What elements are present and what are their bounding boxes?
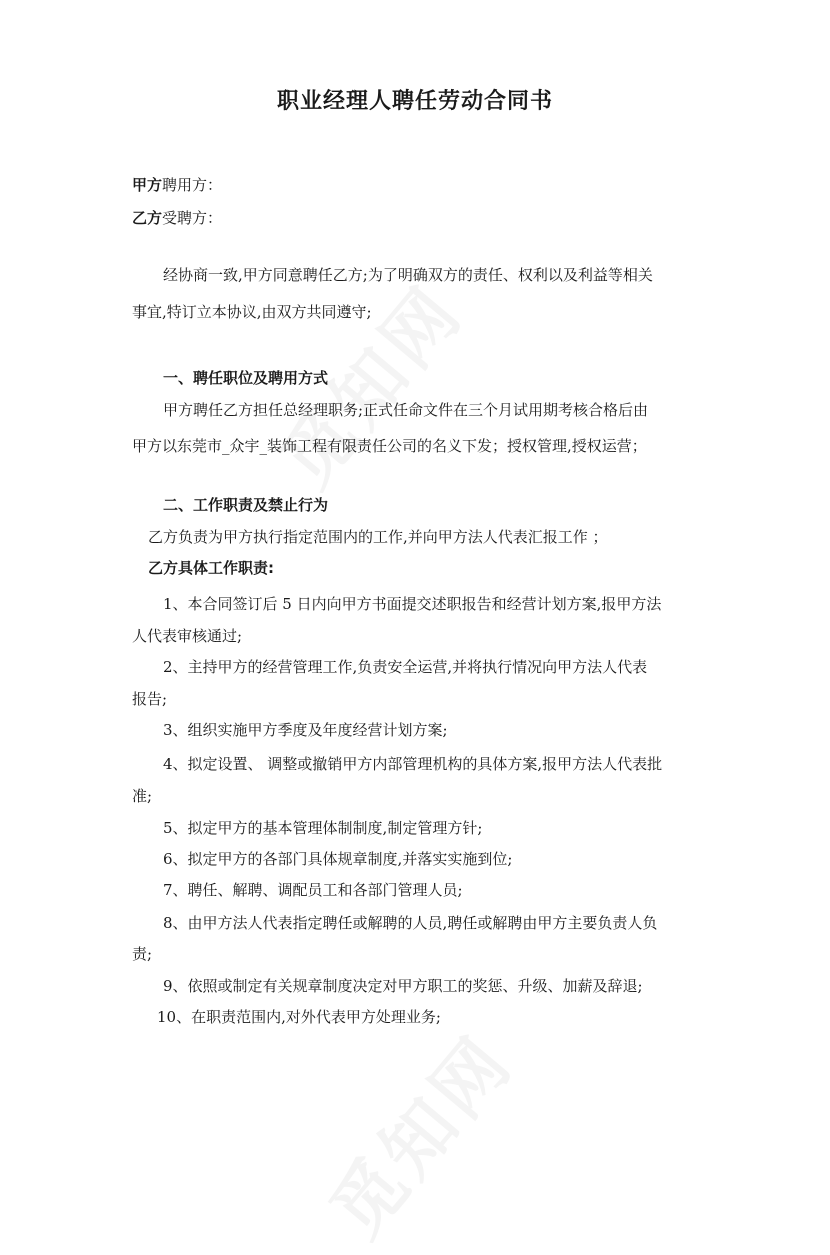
duty-item-4-line-2: 准; <box>132 787 153 805</box>
document-title: 职业经理人聘任劳动合同书 <box>276 89 553 114</box>
party-b-text: 受聘方： <box>162 209 223 227</box>
duty-item-10: 10、在职责范围内,对外代表甲方处理业务; <box>157 1008 441 1026</box>
watermark-logo <box>302 1009 532 1255</box>
duty-item-1-line-2: 人代表审核通过; <box>132 627 243 645</box>
intro-line-2: 事宜,特订立本协议,由双方共同遵守; <box>132 303 372 321</box>
party-b-line <box>132 208 222 228</box>
duty-item-9: 9、依照或制定有关规章制度决定对甲方职工的奖惩、升级、加薪及辞退; <box>163 977 643 995</box>
duty-item-5: 5、拟定甲方的基本管理体制制度,制定管理方针; <box>163 819 483 837</box>
duty-item-3: 3、组织实施甲方季度及年度经营计划方案; <box>163 721 448 739</box>
duty-item-4-line-1: 4、拟定设置、 调整或撤销甲方内部管理机构的具体方案,报甲方法人代表批 <box>163 755 663 773</box>
party-a-text: 聘用方： <box>162 176 223 194</box>
party-a-line <box>132 175 222 195</box>
section-2-heading: 二、工作职责及禁止行为 <box>163 496 329 514</box>
duty-item-2-line-1: 2、主持甲方的经营管理工作,负责安全运营,并将执行情况向甲方法人代表 <box>163 658 648 676</box>
duty-item-8-line-2: 责; <box>132 945 153 963</box>
duty-item-7: 7、聘任、解聘、调配员工和各部门管理人员; <box>163 881 463 899</box>
duty-item-1-line-1: 1、本合同签订后 5 日内向甲方书面提交述职报告和经营计划方案,报甲方法 <box>163 595 662 613</box>
intro-line-1: 经协商一致,甲方同意聘任乙方;为了明确双方的责任、权利以及利益等相关 <box>163 266 653 284</box>
section-1-heading: 一、聘任职位及聘用方式 <box>163 369 329 387</box>
section-1-line-2: 甲方以东莞市_众宇_装饰工程有限责任公司的名义下发；授权管理,授权运营； <box>132 437 647 455</box>
party-b-label: 乙方 <box>132 209 163 227</box>
duty-item-6: 6、拟定甲方的各部门具体规章制度,并落实实施到位; <box>163 850 513 868</box>
duty-item-8-line-1: 8、由甲方法人代表指定聘任或解聘的人员,聘任或解聘由甲方主要负责人负 <box>163 914 658 932</box>
section-1-line-1: 甲方聘任乙方担任总经理职务;正式任命文件在三个月试用期考核合格后由 <box>163 401 649 419</box>
party-a-label: 甲方 <box>132 176 163 194</box>
duty-item-2-line-2: 报告; <box>132 690 168 708</box>
section-2-subheading: 乙方具体工作职责: <box>148 559 274 577</box>
section-2-line-1: 乙方负责为甲方执行指定范围内的工作,并向甲方法人代表汇报工作 ； <box>148 528 608 546</box>
